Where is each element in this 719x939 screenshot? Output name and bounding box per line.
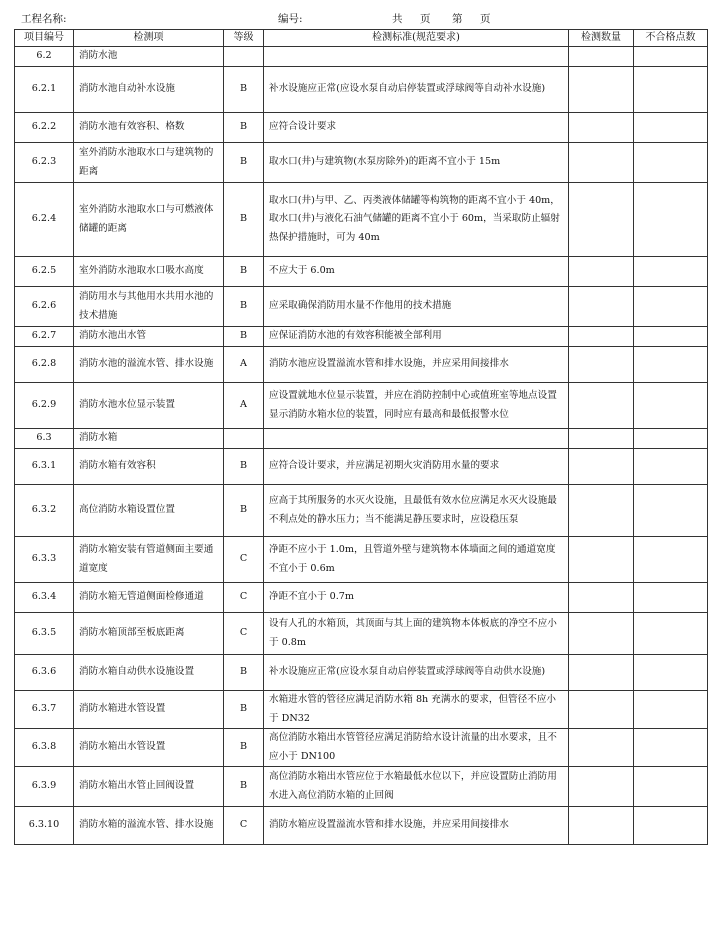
row-standard: 水箱进水管的管径应满足消防水箱 8h 充满水的要求，但管径不应小于 DN32 bbox=[264, 691, 569, 729]
project-name-label: 工程名称: bbox=[21, 13, 67, 25]
row-failed-cell bbox=[634, 583, 708, 613]
row-item: 室外消防水池取水口与可燃液体储罐的距离 bbox=[74, 183, 224, 257]
row-item: 消防水箱出水管止回阀设置 bbox=[74, 767, 224, 807]
row-grade: C bbox=[224, 807, 264, 845]
row-standard: 应符合设计要求 bbox=[264, 113, 569, 143]
row-failed-cell bbox=[634, 287, 708, 327]
table-row bbox=[15, 485, 708, 537]
current-page-label: 第 bbox=[452, 13, 463, 25]
row-count-cell bbox=[569, 383, 634, 429]
table-row bbox=[15, 183, 708, 257]
row-standard: 应高于其所服务的水灭火设施，且最低有效水位应满足水灭火设施最不利点处的静水压力；当不能满足静压要求时，应设稳压泵 bbox=[264, 485, 569, 537]
row-grade: B bbox=[224, 287, 264, 327]
row-failed-cell bbox=[634, 257, 708, 287]
row-count-cell bbox=[569, 327, 634, 347]
row-item: 室外消防水池取水口与建筑物的距离 bbox=[74, 143, 224, 183]
row-code: 6.2.6 bbox=[15, 287, 74, 327]
row-failed-cell bbox=[634, 691, 708, 729]
col-header-code: 项目编号 bbox=[15, 30, 74, 47]
row-standard: 应保证消防水池的有效容积能被全部利用 bbox=[264, 327, 569, 347]
col-header-item: 检测项 bbox=[74, 30, 224, 47]
row-item: 消防水箱顶部至板底距离 bbox=[74, 613, 224, 655]
table-row bbox=[15, 287, 708, 327]
row-grade: B bbox=[224, 327, 264, 347]
row-count-cell bbox=[569, 183, 634, 257]
row-item: 消防水箱出水管设置 bbox=[74, 729, 224, 767]
row-item: 消防水池自动补水设施 bbox=[74, 67, 224, 113]
row-grade: B bbox=[224, 691, 264, 729]
row-standard: 净距不宜小于 0.7m bbox=[264, 583, 569, 613]
row-failed-cell bbox=[634, 113, 708, 143]
row-item: 消防水池水位显示装置 bbox=[74, 383, 224, 429]
table-row bbox=[15, 47, 708, 67]
row-grade: B bbox=[224, 113, 264, 143]
row-failed-cell bbox=[634, 429, 708, 449]
row-standard: 取水口(井)与甲、乙、丙类液体储罐等构筑物的距离不宜小于 40m，取水口(井)与液化石油气储罐的距离不宜小于 60m，当采取防止辐射热保护措施时，可为 40m bbox=[264, 183, 569, 257]
total-pages-unit: 页 bbox=[420, 13, 431, 25]
row-standard: 消防水箱应设置溢流水管和排水设施，并应采用间接排水 bbox=[264, 807, 569, 845]
row-grade: B bbox=[224, 655, 264, 691]
row-count-cell bbox=[569, 655, 634, 691]
row-standard: 高位消防水箱出水管应位于水箱最低水位以下，并应设置防止消防用水进入高位消防水箱的止回阀 bbox=[264, 767, 569, 807]
row-code: 6.2.1 bbox=[15, 67, 74, 113]
row-count-cell bbox=[569, 767, 634, 807]
row-failed-cell bbox=[634, 327, 708, 347]
row-grade bbox=[224, 429, 264, 449]
row-grade: A bbox=[224, 347, 264, 383]
row-code: 6.2.2 bbox=[15, 113, 74, 143]
row-count-cell bbox=[569, 347, 634, 383]
row-grade: C bbox=[224, 537, 264, 583]
current-page-unit: 页 bbox=[480, 13, 491, 25]
row-standard: 应符合设计要求，并应满足初期火灾消防用水量的要求 bbox=[264, 449, 569, 485]
row-code: 6.3.10 bbox=[15, 807, 74, 845]
table-row bbox=[15, 537, 708, 583]
row-grade: C bbox=[224, 613, 264, 655]
row-count-cell bbox=[569, 613, 634, 655]
row-item: 消防水池 bbox=[74, 47, 224, 67]
row-count-cell bbox=[569, 537, 634, 583]
row-failed-cell bbox=[634, 485, 708, 537]
row-grade: C bbox=[224, 583, 264, 613]
row-failed-cell bbox=[634, 449, 708, 485]
row-code: 6.3.4 bbox=[15, 583, 74, 613]
row-grade: B bbox=[224, 485, 264, 537]
row-code: 6.3.5 bbox=[15, 613, 74, 655]
row-standard bbox=[264, 47, 569, 67]
row-failed-cell bbox=[634, 67, 708, 113]
table-row bbox=[15, 257, 708, 287]
row-standard: 设有人孔的水箱顶，其顶面与其上面的建筑物本体板底的净空不应小于 0.8m bbox=[264, 613, 569, 655]
form-header bbox=[0, 9, 719, 27]
table-row bbox=[15, 767, 708, 807]
table-row bbox=[15, 347, 708, 383]
row-count-cell bbox=[569, 691, 634, 729]
row-item: 消防水箱安装有管道侧面主要通道宽度 bbox=[74, 537, 224, 583]
row-failed-cell bbox=[634, 383, 708, 429]
row-standard: 高位消防水箱出水管管径应满足消防给水设计流量的出水要求，且不应小于 DN100 bbox=[264, 729, 569, 767]
table-row bbox=[15, 807, 708, 845]
table-row bbox=[15, 655, 708, 691]
row-count-cell bbox=[569, 429, 634, 449]
row-standard: 应设置就地水位显示装置，并应在消防控制中心或值班室等地点设置显示消防水箱水位的装置，同时应有最高和最低报警水位 bbox=[264, 383, 569, 429]
row-code: 6.3.6 bbox=[15, 655, 74, 691]
table-row bbox=[15, 67, 708, 113]
row-grade: B bbox=[224, 257, 264, 287]
row-standard: 补水设施应正常(应设水泵自动启停装置或浮球阀等自动供水设施) bbox=[264, 655, 569, 691]
row-code: 6.3.9 bbox=[15, 767, 74, 807]
row-code: 6.2 bbox=[15, 47, 74, 67]
row-count-cell bbox=[569, 449, 634, 485]
row-failed-cell bbox=[634, 613, 708, 655]
table-row bbox=[15, 143, 708, 183]
row-count-cell bbox=[569, 485, 634, 537]
row-failed-cell bbox=[634, 347, 708, 383]
document-number-label: 编号: bbox=[278, 13, 303, 25]
row-item: 消防水池的溢流水管、排水设施 bbox=[74, 347, 224, 383]
row-code: 6.3.2 bbox=[15, 485, 74, 537]
row-item: 消防水箱进水管设置 bbox=[74, 691, 224, 729]
row-grade: B bbox=[224, 143, 264, 183]
row-item: 消防水箱自动供水设施设置 bbox=[74, 655, 224, 691]
table-row bbox=[15, 583, 708, 613]
row-count-cell bbox=[569, 67, 634, 113]
table-row bbox=[15, 691, 708, 729]
row-code: 6.3.7 bbox=[15, 691, 74, 729]
row-failed-cell bbox=[634, 807, 708, 845]
col-header-failed: 不合格点数 bbox=[634, 30, 708, 47]
table-row bbox=[15, 327, 708, 347]
row-failed-cell bbox=[634, 47, 708, 67]
row-failed-cell bbox=[634, 143, 708, 183]
row-code: 6.3.8 bbox=[15, 729, 74, 767]
row-item: 消防水箱无管道侧面检修通道 bbox=[74, 583, 224, 613]
row-standard: 不应大于 6.0m bbox=[264, 257, 569, 287]
row-standard: 补水设施应正常(应设水泵自动启停装置或浮球阀等自动补水设施) bbox=[264, 67, 569, 113]
row-grade: A bbox=[224, 383, 264, 429]
table-row bbox=[15, 449, 708, 485]
row-item: 消防水箱的溢流水管、排水设施 bbox=[74, 807, 224, 845]
row-count-cell bbox=[569, 583, 634, 613]
row-standard: 应采取确保消防用水量不作他用的技术措施 bbox=[264, 287, 569, 327]
row-grade bbox=[224, 47, 264, 67]
row-grade: B bbox=[224, 183, 264, 257]
row-standard: 取水口(井)与建筑物(水泵房除外)的距离不宜小于 15m bbox=[264, 143, 569, 183]
row-failed-cell bbox=[634, 729, 708, 767]
table-row bbox=[15, 113, 708, 143]
row-count-cell bbox=[569, 287, 634, 327]
row-standard: 净距不应小于 1.0m，且管道外壁与建筑物本体墙面之间的通道宽度不宜小于 0.6m bbox=[264, 537, 569, 583]
table-header-row bbox=[15, 30, 708, 47]
row-item: 室外消防水池取水口吸水高度 bbox=[74, 257, 224, 287]
row-code: 6.2.8 bbox=[15, 347, 74, 383]
row-count-cell bbox=[569, 143, 634, 183]
row-failed-cell bbox=[634, 767, 708, 807]
row-code: 6.2.3 bbox=[15, 143, 74, 183]
col-header-standard: 检测标准(规范要求) bbox=[264, 30, 569, 47]
row-item: 消防水池出水管 bbox=[74, 327, 224, 347]
row-code: 6.3.3 bbox=[15, 537, 74, 583]
row-grade: B bbox=[224, 767, 264, 807]
row-failed-cell bbox=[634, 537, 708, 583]
col-header-grade: 等级 bbox=[224, 30, 264, 47]
total-pages-label: 共 bbox=[392, 13, 403, 25]
row-code: 6.2.9 bbox=[15, 383, 74, 429]
row-count-cell bbox=[569, 729, 634, 767]
row-item: 高位消防水箱设置位置 bbox=[74, 485, 224, 537]
table-row bbox=[15, 729, 708, 767]
row-count-cell bbox=[569, 113, 634, 143]
row-item: 消防水池有效容积、格数 bbox=[74, 113, 224, 143]
row-grade: B bbox=[224, 729, 264, 767]
row-count-cell bbox=[569, 47, 634, 67]
col-header-count: 检测数量 bbox=[569, 30, 634, 47]
row-grade: B bbox=[224, 449, 264, 485]
row-grade: B bbox=[224, 67, 264, 113]
row-failed-cell bbox=[634, 183, 708, 257]
row-failed-cell bbox=[634, 655, 708, 691]
row-standard bbox=[264, 429, 569, 449]
row-count-cell bbox=[569, 257, 634, 287]
row-item: 消防水箱 bbox=[74, 429, 224, 449]
row-code: 6.2.5 bbox=[15, 257, 74, 287]
row-item: 消防水箱有效容积 bbox=[74, 449, 224, 485]
row-code: 6.2.4 bbox=[15, 183, 74, 257]
table-row bbox=[15, 383, 708, 429]
row-item: 消防用水与其他用水共用水池的技术措施 bbox=[74, 287, 224, 327]
table-row bbox=[15, 613, 708, 655]
table-row bbox=[15, 429, 708, 449]
row-count-cell bbox=[569, 807, 634, 845]
inspection-table bbox=[14, 29, 708, 845]
row-code: 6.2.7 bbox=[15, 327, 74, 347]
row-code: 6.3.1 bbox=[15, 449, 74, 485]
row-standard: 消防水池应设置溢流水管和排水设施，并应采用间接排水 bbox=[264, 347, 569, 383]
row-code: 6.3 bbox=[15, 429, 74, 449]
